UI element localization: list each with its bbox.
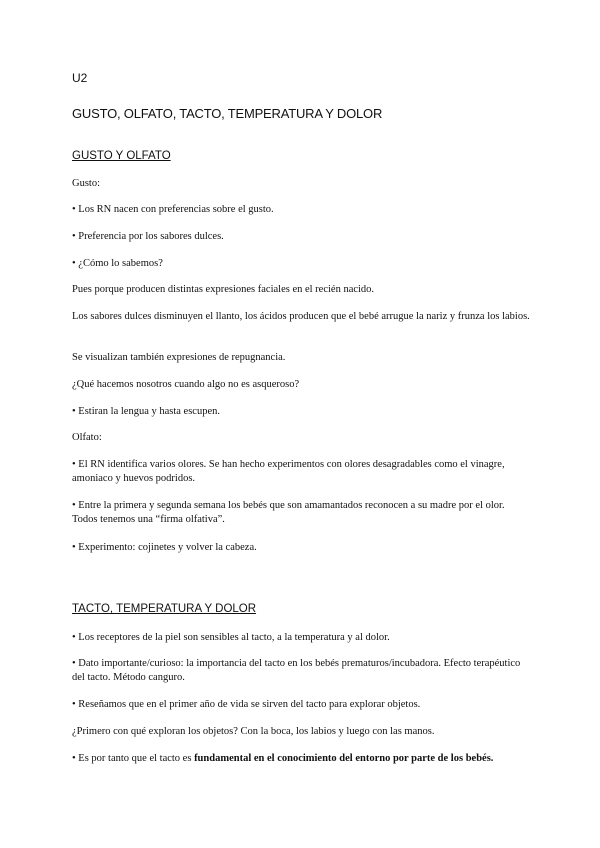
bullet-fundamental-bold: fundamental en el conocimiento del entorno por parte de los bebés. — [194, 753, 494, 764]
bullet-receptores: • Los receptores de la piel son sensibles al tacto, a la temperatura y al dolor. — [72, 632, 390, 643]
paragraph-exploran-objetos: ¿Primero con qué exploran los objetos? Con la boca, los labios y luego con las manos. — [72, 726, 435, 737]
document-title: GUSTO, OLFATO, TACTO, TEMPERATURA Y DOLOR — [72, 106, 383, 121]
bullet-dato-importante: • Dato importante/curioso: la importancia del tacto en los bebés prematuros/incubadora. Efecto terapéutico del tacto. Método canguro. — [72, 658, 521, 683]
bullet-olores: • El RN identifica varios olores. Se han hecho experimentos con olores desagradables como el vinagre, amoniaco y huevos podridos. — [72, 459, 505, 484]
bullet-fundamental — [72, 752, 532, 766]
bullet-experimento: • Experimento: cojinetes y volver la cabeza. — [72, 542, 257, 553]
paragraph-expresiones: Pues porque producen distintas expresiones faciales en el recién nacido. — [72, 284, 375, 295]
bullet-dulces: • Preferencia por los sabores dulces. — [72, 231, 224, 242]
bullet-firma-olfativa: • Entre la primera y segunda semana los bebés que son amamantados reconocen a su madre por el olor. Todos tenemos una “firma olfativa”. — [72, 500, 505, 525]
paragraph-sabores: Los sabores dulces disminuyen el llanto, los ácidos producen que el bebé arrugue la nariz y frunza los labios. — [72, 311, 530, 322]
paragraph-repugnancia: Se visualizan también expresiones de repugnancia. — [72, 352, 286, 363]
bullet-primer-ano: • Reseñamos que en el primer año de vida se sirven del tacto para explorar objetos. — [72, 699, 421, 710]
bullet-preferencias: • Los RN nacen con preferencias sobre el gusto. — [72, 204, 274, 215]
gusto-label: Gusto: — [72, 178, 101, 189]
bullet-estiran-lengua: • Estiran la lengua y hasta escupen. — [72, 406, 220, 417]
paragraph-pregunta-asqueroso: ¿Qué hacemos nosotros cuando algo no es asqueroso? — [72, 379, 300, 390]
bullet-fundamental-prefix: • Es por tanto que el tacto es — [72, 753, 195, 764]
olfato-label: Olfato: — [72, 432, 102, 443]
section-heading-tacto: TACTO, TEMPERATURA Y DOLOR — [72, 603, 257, 615]
section-heading-gusto-olfato: GUSTO Y OLFATO — [72, 150, 171, 162]
bullet-como-sabemos: • ¿Cómo lo sabemos? — [72, 258, 163, 269]
unit-label: U2 — [72, 71, 88, 85]
